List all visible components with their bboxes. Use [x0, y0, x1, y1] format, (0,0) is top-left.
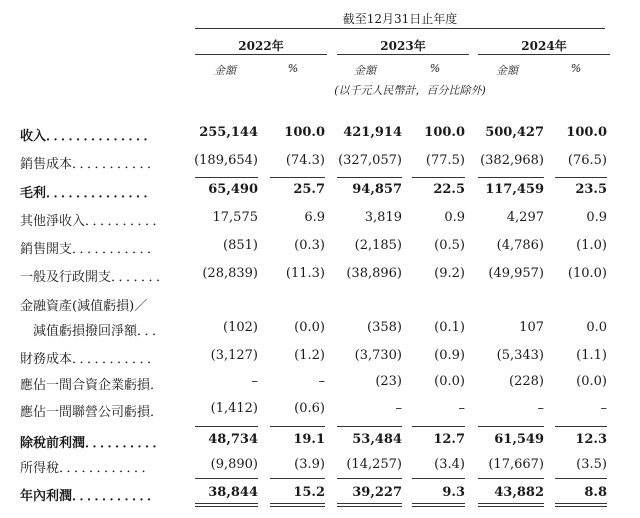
row-label-text: 除稅前利潤	[20, 436, 86, 451]
table-row	[0, 266, 640, 286]
table-row	[0, 374, 640, 394]
row-label	[20, 401, 164, 420]
period-rule	[195, 28, 605, 29]
row-label	[20, 348, 161, 367]
row-leader-dots: ．．．．．．．．．．．．．．	[46, 186, 158, 201]
percent-2023-cell: (0.0)	[434, 374, 465, 389]
subtotal-rule	[478, 478, 544, 479]
row-label-text: 銷售成本	[20, 157, 73, 172]
amount-2022-cell: (102)	[223, 320, 258, 335]
percent-2023-cell: –	[458, 401, 465, 416]
percent-2024-cell: 100.0	[566, 125, 607, 140]
row-label	[20, 210, 167, 229]
row-label	[20, 238, 161, 257]
percent-2024-cell: 0.0	[586, 320, 607, 335]
percent-2022-cell: (0.3)	[294, 238, 325, 253]
amount-2023-cell: –	[395, 401, 402, 416]
subtotal-rule	[412, 426, 465, 427]
subtotal-rule	[270, 177, 325, 178]
table-row	[0, 295, 640, 315]
row-label	[20, 153, 161, 172]
amount-2024-cell: 43,882	[494, 485, 544, 500]
year-rule-2023	[337, 54, 469, 55]
table-row	[0, 238, 640, 258]
row-label	[20, 320, 166, 339]
amount-2022-cell: 17,575	[212, 210, 258, 225]
amount-2022-cell: (1,412)	[210, 401, 258, 416]
percent-2022-cell: 100.0	[284, 125, 325, 140]
amount-label-2022: 金額	[214, 64, 236, 77]
subtotal-rule	[412, 478, 465, 479]
amount-2024-cell: (49,957)	[488, 266, 544, 281]
row-label	[20, 125, 158, 144]
amount-2024-cell: 61,549	[494, 432, 544, 447]
unit-note: (以千元人民幣計，百分比除外)	[334, 84, 486, 97]
row-label	[20, 457, 156, 476]
amount-2022-cell: 255,144	[199, 125, 258, 140]
percent-2024-cell: 23.5	[575, 182, 607, 197]
percent-2023-cell: (9.2)	[434, 266, 465, 281]
amount-2022-cell: –	[251, 374, 258, 389]
percent-2024-cell: (1.0)	[576, 238, 607, 253]
period-title: 截至12月31日止年度	[342, 12, 458, 26]
percent-2023-cell: (77.5)	[425, 153, 465, 168]
row-label	[20, 374, 164, 393]
percent-2023-cell: (0.9)	[434, 348, 465, 363]
row-leader-dots: ．．．．．．．．．．．	[72, 352, 162, 367]
total-double-rule	[270, 506, 325, 507]
amount-2023-cell: 3,819	[364, 210, 402, 225]
percent-2024-cell: (3.5)	[576, 457, 607, 472]
percent-2023-cell: 9.3	[442, 485, 465, 500]
total-double-rule	[412, 503, 465, 504]
amount-2022-cell: (28,839)	[202, 266, 258, 281]
amount-2022-cell: 65,490	[208, 182, 258, 197]
subtotal-rule	[337, 478, 402, 479]
subtotal-rule	[412, 177, 465, 178]
row-label-text: 年內利潤	[20, 489, 73, 504]
amount-2022-cell: (9,890)	[210, 457, 258, 472]
row-label	[20, 432, 167, 451]
subtotal-rule	[337, 177, 402, 178]
total-double-rule	[270, 503, 325, 504]
amount-2023-cell: 39,227	[352, 485, 402, 500]
amount-2023-cell: (3,730)	[354, 348, 402, 363]
table-row	[0, 153, 640, 173]
percent-2023-cell: 22.5	[433, 182, 465, 197]
amount-2022-cell: (851)	[223, 238, 258, 253]
row-label	[20, 266, 170, 285]
row-leader-dots: ．．．．．．．．．．	[85, 214, 167, 229]
subtotal-rule	[195, 426, 258, 427]
percent-2024-cell: (1.1)	[576, 348, 607, 363]
subtotal-rule	[195, 478, 258, 479]
total-double-rule	[412, 506, 465, 507]
amount-2023-cell: (2,185)	[354, 238, 402, 253]
row-leader-dots: ．．．	[137, 324, 167, 339]
percent-2022-cell: 6.9	[304, 210, 325, 225]
percent-2023-cell: 100.0	[424, 125, 465, 140]
percent-2022-cell: (11.3)	[285, 266, 325, 281]
percent-2022-cell: 19.1	[293, 432, 325, 447]
percent-2024-cell: (10.0)	[567, 266, 607, 281]
amount-2023-cell: (358)	[367, 320, 402, 335]
amount-2024-cell: 107	[519, 320, 544, 335]
percent-2024-cell: (0.0)	[576, 374, 607, 389]
row-label	[20, 182, 158, 201]
amount-2024-cell: (382,968)	[480, 153, 544, 168]
amount-2024-cell: 4,297	[506, 210, 544, 225]
subtotal-rule	[478, 426, 544, 427]
row-label	[20, 485, 161, 504]
total-double-rule	[555, 503, 607, 504]
row-label-text: 其他淨收入	[20, 214, 86, 229]
row-label-text: 應佔一間合資企業虧損	[20, 378, 151, 393]
percent-2022-cell: 15.2	[293, 485, 325, 500]
subtotal-rule	[478, 177, 544, 178]
row-leader-dots: ．．．．．．．	[111, 270, 171, 285]
percent-2022-cell: (0.6)	[294, 401, 325, 416]
amount-2024-cell: (4,786)	[496, 238, 544, 253]
year-2023: 2023年	[380, 39, 426, 53]
row-leader-dots: ．	[150, 378, 165, 393]
year-2022: 2022年	[238, 39, 284, 53]
subtotal-rule	[270, 426, 325, 427]
percent-2022-cell: (74.3)	[285, 153, 325, 168]
subtotal-rule	[555, 177, 607, 178]
row-leader-dots: ．．．．．．．．．．．	[72, 157, 162, 172]
percent-label-2022: %	[287, 62, 299, 75]
percent-2022-cell: 25.7	[293, 182, 325, 197]
amount-2024-cell: 500,427	[485, 125, 544, 140]
table-row	[0, 348, 640, 368]
row-label-text: 銷售開支	[20, 242, 73, 257]
row-label-text: 收入	[20, 129, 47, 144]
percent-2024-cell: (76.5)	[567, 153, 607, 168]
table-row	[0, 320, 640, 340]
year-rule-2024	[478, 54, 610, 55]
amount-2022-cell: (189,654)	[194, 153, 258, 168]
percent-2024-cell: 0.9	[586, 210, 607, 225]
total-double-rule	[555, 506, 607, 507]
table-row	[0, 457, 640, 477]
row-leader-dots: ．．．．．．．．．．．	[72, 489, 162, 504]
row-leader-dots: ．．．．．．．．．．	[85, 436, 167, 451]
table-row	[0, 125, 640, 145]
amount-2023-cell: (14,257)	[346, 457, 402, 472]
percent-2022-cell: (1.2)	[294, 348, 325, 363]
percent-2024-cell: –	[600, 401, 607, 416]
table-row	[0, 401, 640, 421]
amount-label-2024: 金額	[496, 64, 518, 77]
row-label-text: 財務成本	[20, 352, 73, 367]
amount-2023-cell: 94,857	[352, 182, 402, 197]
amount-2023-cell: (38,896)	[346, 266, 402, 281]
total-double-rule	[337, 506, 402, 507]
table-row	[0, 432, 640, 452]
subtotal-rule	[555, 478, 607, 479]
percent-label-2024: %	[570, 62, 582, 75]
row-label-text: 毛利	[20, 186, 47, 201]
row-leader-dots: ．．．．．．．．．．．．．．	[46, 129, 158, 144]
row-label-text: 金融資產(減值虧損)／	[20, 299, 148, 314]
row-leader-dots: ．	[150, 405, 165, 420]
amount-2023-cell: (23)	[375, 374, 402, 389]
row-leader-dots: ．．．．．．．．．．．	[72, 242, 162, 257]
year-rule-2022	[195, 54, 327, 55]
amount-2023-cell: 421,914	[343, 125, 402, 140]
table-row	[0, 182, 640, 202]
year-2024: 2024年	[521, 39, 567, 53]
percent-2022-cell: (0.0)	[294, 320, 325, 335]
amount-label-2023: 金額	[354, 64, 376, 77]
total-double-rule	[195, 503, 258, 504]
amount-2022-cell: 38,844	[208, 485, 258, 500]
percent-2022-cell: –	[318, 374, 325, 389]
amount-2023-cell: (327,057)	[338, 153, 402, 168]
row-label-text: 所得稅	[20, 461, 60, 476]
subtotal-rule	[337, 426, 402, 427]
amount-2022-cell: 48,734	[208, 432, 258, 447]
total-double-rule	[195, 506, 258, 507]
amount-2024-cell: –	[537, 401, 544, 416]
percent-label-2023: %	[429, 62, 441, 75]
percent-2024-cell: 8.8	[584, 485, 607, 500]
total-double-rule	[478, 506, 544, 507]
total-double-rule	[337, 503, 402, 504]
table-row	[0, 210, 640, 230]
percent-2023-cell: 12.7	[433, 432, 465, 447]
percent-2023-cell: (0.1)	[434, 320, 465, 335]
subtotal-rule	[195, 177, 258, 178]
amount-2024-cell: (228)	[509, 374, 544, 389]
percent-2023-cell: 0.9	[444, 210, 465, 225]
row-label	[20, 295, 147, 314]
percent-2023-cell: (0.5)	[434, 238, 465, 253]
amount-2024-cell: (17,667)	[488, 457, 544, 472]
row-label-text: 應佔一間聯營公司虧損	[20, 405, 151, 420]
table-row	[0, 485, 640, 505]
amount-2024-cell: 117,459	[485, 182, 544, 197]
subtotal-rule	[270, 478, 325, 479]
amount-2024-cell: (5,343)	[496, 348, 544, 363]
row-leader-dots: ．．．．．．．．．．．．	[59, 461, 156, 476]
percent-2023-cell: (3.4)	[434, 457, 465, 472]
percent-2022-cell: (3.9)	[294, 457, 325, 472]
amount-2022-cell: (3,127)	[210, 348, 258, 363]
amount-2023-cell: 53,484	[352, 432, 402, 447]
subtotal-rule	[555, 426, 607, 427]
row-label-text: 一般及行政開支	[20, 270, 112, 285]
row-label-text: 減值虧損撥回淨額	[20, 324, 138, 339]
total-double-rule	[478, 503, 544, 504]
percent-2024-cell: 12.3	[575, 432, 607, 447]
